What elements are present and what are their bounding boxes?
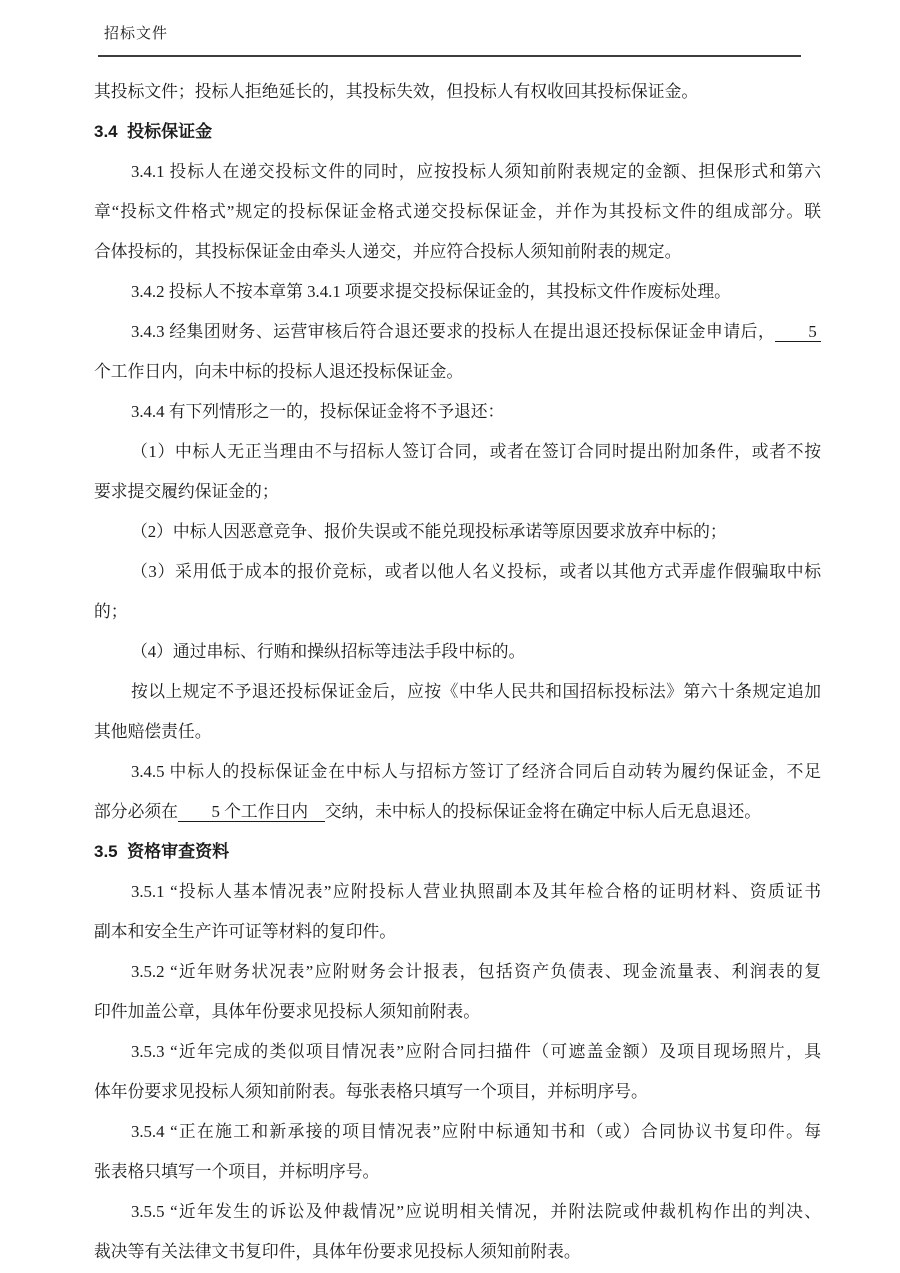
clause-3-4-1-line-2: 章“投标文件格式”规定的投标保证金格式递交投标保证金，并作为其投标文件的组成部分。联 — [94, 202, 821, 221]
working-days-blank-1: 5 — [775, 322, 821, 341]
clause-3-4-2: 3.4.2 投标人不按本章第 3.4.1 项要求提交投标保证金的，其投标文件作废标处理。 — [130, 282, 731, 301]
section-3-5-heading: 3.5 资格审查资料 — [94, 842, 230, 861]
clause-3-5-5-line-2: 裁决等有关法律文书复印件，具体年份要求见投标人须知前附表。 — [94, 1242, 581, 1261]
section-3-4-heading: 3.4 投标保证金 — [94, 122, 213, 141]
header-rule — [98, 55, 801, 57]
clause-3-5-3-line-2: 体年份要求见投标人须知前附表。每张表格只填写一个项目，并标明序号。 — [94, 1082, 648, 1101]
clause-3-5-5-line-1: 3.5.5 “近年发生的诉讼及仲裁情况”应说明相关情况，并附法院或仲裁机构作出的判决、 — [130, 1202, 821, 1221]
clause-3-5-4-line-1: 3.5.4 “正在施工和新承接的项目情况表”应附中标通知书和（或）合同协议书复印件。每 — [130, 1122, 821, 1141]
clause-3-4-1-line-3: 合体投标的，其投标保证金由牵头人递交，并应符合投标人须知前附表的规定。 — [94, 242, 682, 261]
clause-3-4-5-line-1: 3.4.5 中标人的投标保证金在中标人与招标方签订了经济合同后自动转为履约保证金，不足 — [130, 762, 821, 781]
clause-3-5-1-line-1: 3.5.1 “投标人基本情况表”应附投标人营业执照副本及其年检合格的证明材料、资质证书 — [130, 882, 821, 901]
clause-3-5-3-line-1: 3.5.3 “近年完成的类似项目情况表”应附合同扫描件（可遮盖金额）及项目现场照片，具 — [130, 1042, 821, 1061]
clause-3-4-3-line-2: 个工作日内，向未中标的投标人退还投标保证金。 — [94, 362, 464, 381]
working-days-blank-2: 5 个工作日内 — [177, 802, 325, 821]
forfeit-item-3-line-2: 的； — [94, 602, 128, 621]
clause-3-4-3-line-1 — [94, 312, 821, 352]
forfeit-note-line-2: 其他赔偿责任。 — [94, 722, 212, 741]
clause-3-5-1-line-2: 副本和安全生产许可证等材料的复印件。 — [94, 922, 397, 941]
clause-3-4-4: 3.4.4 有下列情形之一的，投标保证金将不予退还： — [130, 402, 505, 421]
forfeit-item-3-line-1: （3）采用低于成本的报价竞标，或者以他人名义投标，或者以其他方式弄虚作假骗取中标 — [130, 562, 821, 581]
clause-3-4-5-line-2 — [94, 792, 821, 832]
forfeit-note-line-1: 按以上规定不予退还投标保证金后，应按《中华人民共和国招标投标法》第六十条规定追加 — [130, 682, 821, 701]
clause-3-4-1-line-1: 3.4.1 投标人在递交投标文件的同时，应按投标人须知前附表规定的金额、担保形式和第六 — [130, 162, 821, 181]
page-header-title: 招标文件 — [104, 26, 169, 42]
clause-3-4-3-text: 3.4.3 经集团财务、运营审核后符合退还要求的投标人在提出退还投标保证金申请后， — [130, 322, 776, 341]
forfeit-item-1-line-1: （1）中标人无正当理由不与招标人签订合同，或者在签订合同时提出附加条件，或者不按 — [130, 442, 821, 461]
clause-3-5-2-line-1: 3.5.2 “近年财务状况表”应附财务会计报表，包括资产负债表、现金流量表、利润表的复 — [130, 962, 821, 981]
clause-3-5-2-line-2: 印件加盖公章，具体年份要求见投标人须知前附表。 — [94, 1002, 480, 1021]
forfeit-item-4: （4）通过串标、行贿和操纵招标等违法手段中标的。 — [130, 642, 526, 661]
clause-3-4-5-text-post: 交纳，未中标人的投标保证金将在确定中标人后无息退还。 — [324, 802, 762, 821]
continuation-line: 其投标文件；投标人拒绝延长的，其投标失效，但投标人有权收回其投标保证金。 — [94, 82, 699, 101]
document-body — [94, 72, 821, 1272]
clause-3-4-5-text-pre: 部分必须在 — [94, 802, 178, 821]
forfeit-item-2: （2）中标人因恶意竞争、报价失误或不能兑现投标承诺等原因要求放弃中标的； — [130, 522, 727, 541]
clause-3-5-4-line-2: 张表格只填写一个项目，并标明序号。 — [94, 1162, 380, 1181]
forfeit-item-1-line-2: 要求提交履约保证金的； — [94, 482, 279, 501]
